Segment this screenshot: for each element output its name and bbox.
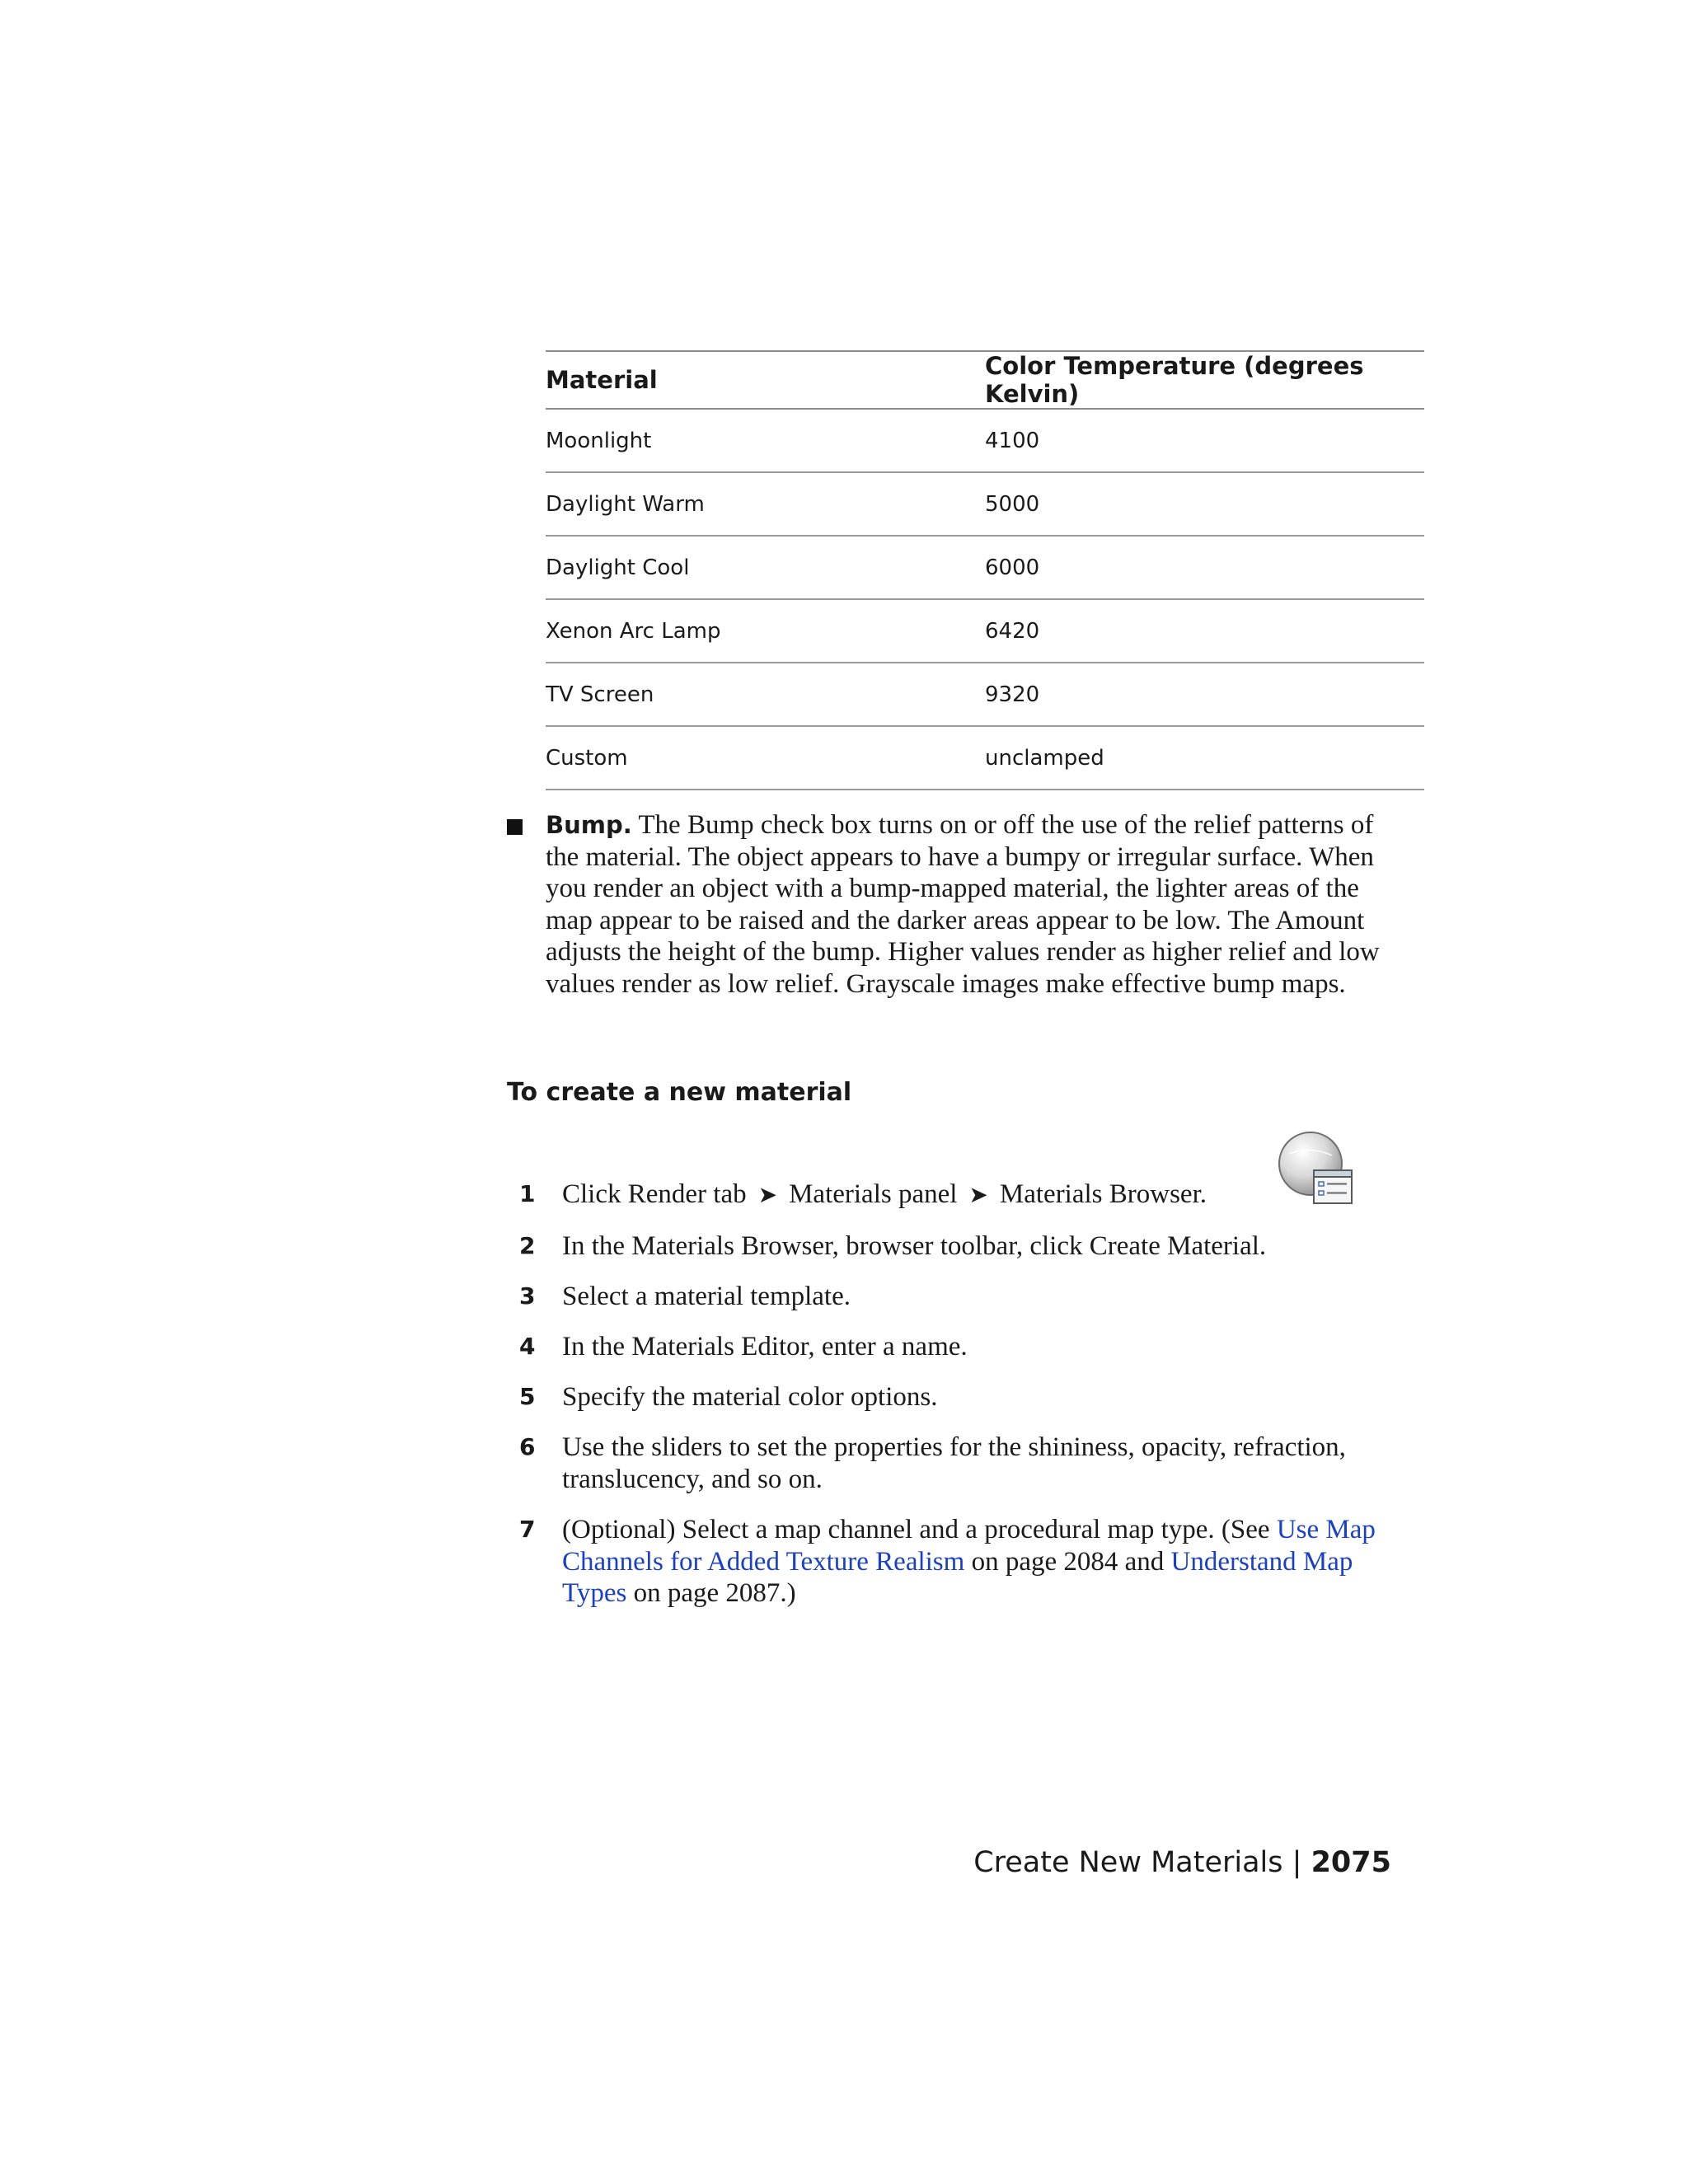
bump-text: The Bump check box turns on or off the use of the relief patterns of the material. The object appears to have a bumpy or irregular surface. When you render an object with a bump-mapped material, the lighter areas of the map appear to be raised and the darker areas appear to be low. The Amount adjusts the height of the bump. Higher values render as higher relief and low values render as low relief. Grayscale images make effective bump maps.	[546, 810, 1380, 999]
page-number: 2075	[1311, 1846, 1391, 1879]
step-5	[519, 1381, 1409, 1413]
material-cell: Custom	[546, 726, 985, 790]
step-7-end: on page 2087.)	[626, 1578, 796, 1609]
material-cell: Daylight Cool	[546, 536, 985, 599]
arrow-right-icon: ➤	[757, 1181, 778, 1208]
step-text: Use the sliders to set the properties for the shininess, opacity, refraction, translucency, and so on.	[562, 1432, 1346, 1494]
step-1-part-materials-browser: Materials Browser.	[999, 1179, 1207, 1209]
bump-description	[546, 809, 1397, 1001]
page-footer	[973, 1846, 1391, 1879]
step-4	[519, 1331, 1409, 1363]
temperature-cell: 6420	[985, 599, 1424, 663]
step-1-part-render-tab: Click Render tab	[562, 1179, 747, 1209]
step-text: In the Materials Browser, browser toolbar, click Create Material.	[562, 1231, 1267, 1261]
step-number: 2	[519, 1232, 536, 1259]
step-number: 3	[519, 1282, 536, 1310]
step-3	[519, 1281, 1409, 1313]
footer-section-title: Create New Materials	[973, 1846, 1283, 1879]
step-7-intro: (Optional) Select a map channel and a procedural map type. (See	[562, 1515, 1277, 1544]
procedure-heading: To create a new material	[507, 1078, 852, 1107]
column-header-material: Material	[546, 351, 985, 409]
column-header-color-temperature: Color Temperature (degrees Kelvin)	[985, 351, 1424, 409]
material-cell: Xenon Arc Lamp	[546, 599, 985, 663]
bump-bullet-item	[507, 809, 1397, 1001]
step-number: 5	[519, 1383, 536, 1410]
square-bullet-icon	[507, 819, 523, 835]
material-cell: TV Screen	[546, 663, 985, 726]
bump-term: Bump.	[546, 811, 632, 839]
table-row	[546, 599, 1424, 663]
table-row	[546, 409, 1424, 472]
step-number: 7	[519, 1516, 536, 1543]
materials-browser-icon	[1278, 1131, 1355, 1208]
table-row	[546, 472, 1424, 536]
link-understand-map-types[interactable]: Understand Map Types	[562, 1546, 1353, 1609]
table-row	[546, 536, 1424, 599]
temperature-cell: unclamped	[985, 726, 1424, 790]
step-text: Select a material template.	[562, 1282, 851, 1311]
material-cell: Moonlight	[546, 409, 985, 472]
color-temperature-table-container	[546, 350, 1424, 790]
footer-separator: |	[1292, 1846, 1302, 1879]
material-cell: Daylight Warm	[546, 472, 985, 536]
step-7-middle: on page 2084 and	[964, 1546, 1171, 1577]
step-6	[519, 1432, 1409, 1495]
step-text	[562, 1514, 1409, 1610]
table-header-row	[546, 351, 1424, 409]
arrow-right-icon: ➤	[968, 1181, 988, 1208]
temperature-cell: 6000	[985, 536, 1424, 599]
color-temperature-table	[546, 350, 1424, 790]
temperature-cell: 9320	[985, 663, 1424, 726]
temperature-cell: 5000	[985, 472, 1424, 536]
temperature-cell: 4100	[985, 409, 1424, 472]
step-text: In the Materials Editor, enter a name.	[562, 1332, 968, 1361]
step-number: 6	[519, 1433, 536, 1460]
step-1-part-materials-panel: Materials panel	[789, 1179, 958, 1209]
step-2	[519, 1230, 1409, 1263]
step-7	[519, 1514, 1409, 1610]
table-row	[546, 663, 1424, 726]
link-use-map-channels[interactable]: Use Map Channels for Added Texture Realism	[562, 1515, 1376, 1577]
step-text: Specify the material color options.	[562, 1382, 938, 1412]
step-number: 4	[519, 1333, 536, 1360]
table-row	[546, 726, 1424, 790]
step-number: 1	[519, 1180, 536, 1207]
